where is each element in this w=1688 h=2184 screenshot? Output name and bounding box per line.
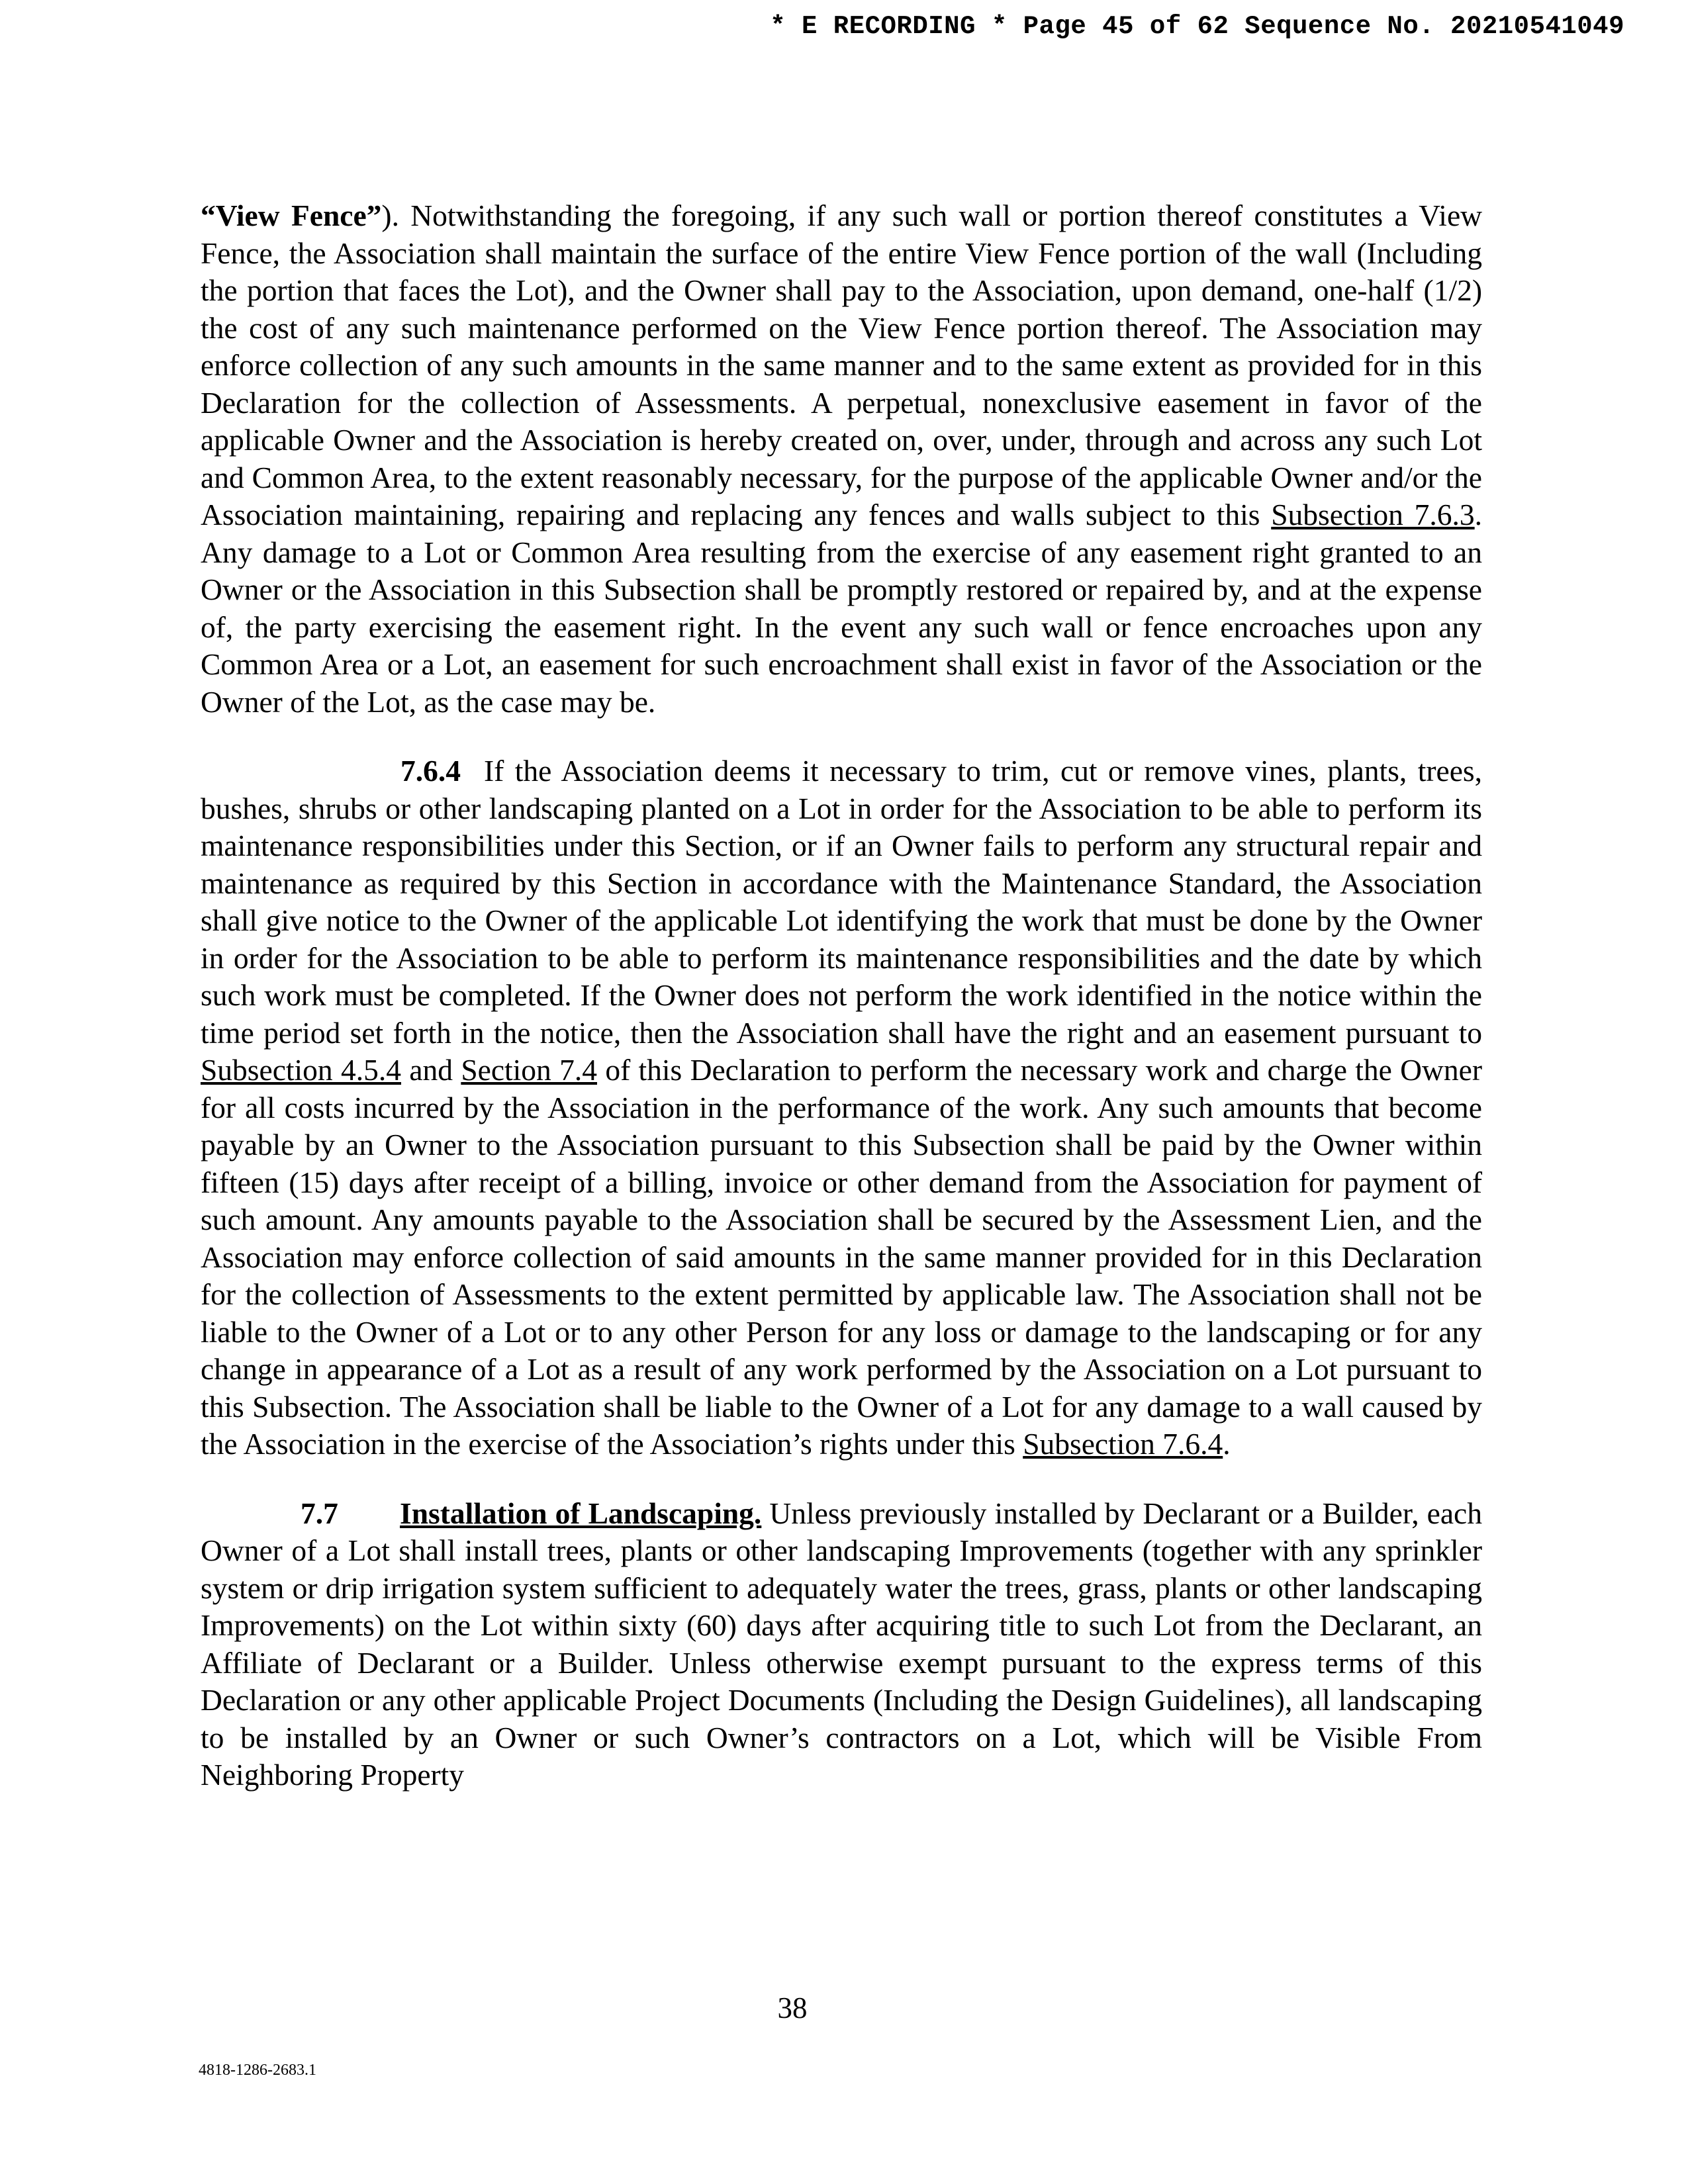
section-number: 7.7 bbox=[301, 1496, 338, 1530]
paragraph-view-fence bbox=[201, 197, 1482, 721]
paragraph-text: of this Declaration to perform the necessary work and charge the Owner for all costs incurred by the Association in the performance of the work. Any such amounts that become payable by an Owner to the Association pursuant to this Subsection shall be paid by the Owner within fifteen (15) days after receipt of a billing, invoice or other demand from the Association for payment of such amount. Any amounts payable to the Association shall be secured by the Assessment Lien, and the Association may enforce collection of said amounts in the same manner provided for in this Declaration for the collection of Assessments to the extent permitted by applicable law. The Association shall not be liable to the Owner of a Lot or to any other Person for any loss or damage to the landscaping or for any change in appearance of a Lot as a result of any work performed by the Association on a Lot pursuant to this Subsection. The Association shall be liable to the Owner of a Lot for any damage to a wall caused by the Association in the exercise of the Association’s rights under this bbox=[201, 1053, 1482, 1461]
paragraph-text: . Any damage to a Lot or Common Area resulting from the exercise of any easement right granted to an Owner or the Association in this Subsection shall be promptly restored or repaired by, and at the expense of, the party exercising the easement right. In the event any such wall or fence encroaches upon any Common Area or a Lot, an easement for such encroachment shall exist in favor of the Association or the Owner of the Lot, as the case may be. bbox=[201, 498, 1482, 719]
section-title: Installation of Landscaping. bbox=[400, 1496, 762, 1530]
defined-term-view-fence: “View Fence” bbox=[201, 199, 382, 232]
section-7-7 bbox=[201, 1495, 1482, 1794]
paragraph-text: . bbox=[1223, 1427, 1231, 1461]
document-body bbox=[201, 197, 1482, 1794]
paragraph-text: ). Notwithstanding the foregoing, if any such wall or portion thereof constitutes a View Fence, the Association shall maintain the surface of the entire View Fence portion of the wall (Including the portion that faces the Lot), and the Owner shall pay to the Association, upon demand, one-half (1/2) the cost of any such maintenance performed on the View Fence portion thereof. The Association may enforce collection of any such amounts in the same manner and to the same extent as provided for in this Declaration for the collection of Assessments. A perpetual, nonexclusive easement in favor of the applicable Owner and the Association is hereby created on, over, under, through and across any such Lot and Common Area, to the extent reasonably necessary, for the purpose of the applicable Owner and/or the Association maintaining, repairing and replacing any fences and walls subject to this bbox=[201, 199, 1482, 531]
cross-reference-7-6-3: Subsection 7.6.3 bbox=[1271, 498, 1475, 531]
cross-reference-4-5-4: Subsection 4.5.4 bbox=[201, 1053, 401, 1087]
subsection-7-6-4 bbox=[201, 752, 1482, 1463]
page-number: 38 bbox=[777, 1991, 808, 2025]
paragraph-text: and bbox=[401, 1053, 461, 1087]
cross-reference-7-6-4: Subsection 7.6.4 bbox=[1023, 1427, 1223, 1461]
cross-reference-7-4: Section 7.4 bbox=[461, 1053, 597, 1087]
subsection-number: 7.6.4 bbox=[400, 754, 461, 788]
paragraph-text: Unless previously installed by Declarant or a Builder, each Owner of a Lot shall install trees, plants or other landscaping Improvements (together with any sprinkler system or drip irrigation system sufficient to adequately water the trees, grass, plants or other landscaping Improvements) on the Lot within sixty (60) days after acquiring title to such Lot from the Declarant, an Affiliate of Declarant or a Builder. Unless otherwise exempt pursuant to the express terms of this Declaration or any other applicable Project Documents (Including the Design Guidelines), all landscaping to be installed by an Owner or such Owner’s contractors on a Lot, which will be Visible From Neighboring Property bbox=[201, 1496, 1482, 1792]
recording-stamp-header: * E RECORDING * Page 45 of 62 Sequence No. 20210541049 bbox=[770, 12, 1624, 41]
paragraph-text: If the Association deems it necessary to trim, cut or remove vines, plants, trees, bushes, shrubs or other landscaping planted on a Lot in order for the Association to be able to perform its maintenance responsibilities under this Section, or if an Owner fails to perform any structural repair and maintenance as required by this Section in accordance with the Maintenance Standard, the Association shall give notice to the Owner of the applicable Lot identifying the work that must be done by the Owner in order for the Association to be able to perform its maintenance responsibilities and the date by which such work must be completed. If the Owner does not perform the work identified in the notice within the time period set forth in the notice, then the Association shall have the right and an easement pursuant to bbox=[201, 754, 1482, 1050]
document-id: 4818-1286-2683.1 bbox=[199, 2062, 316, 2079]
